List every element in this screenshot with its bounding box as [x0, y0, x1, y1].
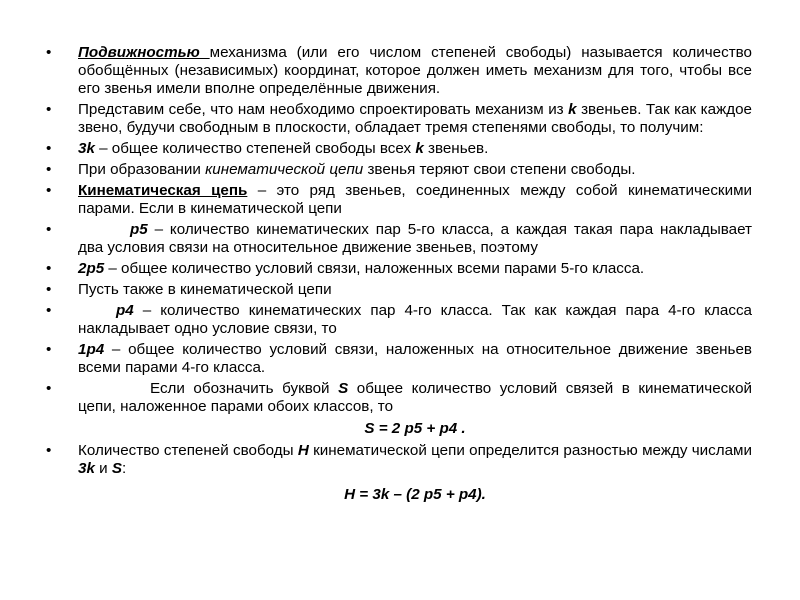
item-text: звеньев. — [423, 140, 489, 157]
item-text: звеньев. Так как каждое звено, будучи свободным в плоскости, обладает тремя степенями свободы, то получим: — [78, 101, 752, 136]
item-text: – это ряд звеньев, соединенных между собой кинематическими парами. Если в кинематической цепи — [78, 182, 752, 217]
bullet-icon: • — [46, 182, 52, 199]
item-text: При образовании — [78, 161, 206, 178]
bullet-icon: • — [46, 161, 52, 178]
item-text: – общее количество условий связи, наложенных на относительное движение звеньев всеми парами 4-го класса. — [78, 341, 752, 376]
item-text: Представим себе, что нам необходимо спроектировать механизм из — [78, 101, 569, 118]
var-3k: 3k — [78, 460, 95, 477]
term-p5: p5 — [130, 221, 148, 238]
list-item-2p5 — [46, 260, 752, 278]
var-s: S — [338, 380, 349, 397]
bullet-icon: • — [46, 221, 52, 238]
list-item-3k — [46, 140, 752, 158]
content-list — [46, 44, 752, 504]
list-item-1p4 — [46, 341, 752, 377]
bullet-icon: • — [46, 260, 52, 277]
item-text: Пусть также в кинематической цепи — [78, 281, 332, 298]
item-text: – количество кинематических пар 4-го класса. Так как каждая пара 4-го класса накладывает одно условие связи, то — [78, 302, 752, 337]
item-text: Количество степеней свободы — [78, 442, 298, 459]
italic-chain: кинематической цепи — [205, 161, 364, 178]
item-text: кинематической цепи определится разностью между числами — [308, 442, 752, 459]
formula-h: H = 3k – (2 p5 + p4). — [344, 486, 486, 503]
formula-s: S = 2 p5 + p4 . — [364, 420, 466, 437]
term-mobility: Подвижностью — [78, 44, 210, 61]
bullet-icon: • — [46, 44, 52, 61]
list-item-mobility-definition — [46, 44, 752, 98]
item-text: Если обозначить буквой — [150, 380, 339, 397]
bullet-icon: • — [46, 380, 52, 397]
bullet-icon: • — [46, 101, 52, 118]
list-item-p4 — [46, 302, 752, 338]
bullet-icon: • — [46, 341, 52, 358]
bullet-icon: • — [46, 281, 52, 298]
item-text: – общее количество степеней свободы всех — [94, 140, 416, 157]
list-item-p5 — [46, 221, 752, 257]
list-item-s-definition — [46, 380, 752, 416]
item-text: : — [121, 460, 127, 477]
item-text: – количество кинематических пар 5-го класса, а каждая такая пара накладывает два условия связи на относительное движение звеньев, поэтому — [78, 221, 752, 256]
item-text: механизма (или его числом степеней свободы) называется количество обобщённых (независимых) координат, которое должен иметь механизм для того, чтобы все его звенья имели вполне определённые движения. — [78, 44, 753, 97]
term-kinematic-chain: Кинематическая цепь — [78, 182, 248, 199]
list-item-chain-formation — [46, 161, 752, 179]
item-text: – общее количество условий связи, наложенных всеми парами 5-го класса. — [104, 260, 645, 277]
term-2p5: 2p5 — [78, 260, 105, 277]
var-k: k — [415, 140, 424, 157]
term-p4: p4 — [116, 302, 134, 319]
list-item-h-definition — [46, 442, 752, 478]
list-item-design-mechanism — [46, 101, 752, 137]
list-item-let-also — [46, 281, 752, 299]
item-text: и — [94, 460, 112, 477]
bullet-icon: • — [46, 442, 52, 459]
var-h: H — [297, 442, 309, 459]
item-text: общее количество условий связей в кинематической цепи, наложенное парами обоих классов, то — [78, 380, 752, 415]
term-1p4: 1p4 — [78, 341, 105, 358]
item-text: звенья теряют свои степени свободы. — [363, 161, 636, 178]
bullet-icon: • — [46, 302, 52, 319]
list-item-kinematic-chain — [46, 182, 752, 218]
bullet-icon: • — [46, 140, 52, 157]
var-s: S — [111, 460, 122, 477]
var-k: k — [568, 101, 577, 118]
term-3k: 3k — [78, 140, 95, 157]
